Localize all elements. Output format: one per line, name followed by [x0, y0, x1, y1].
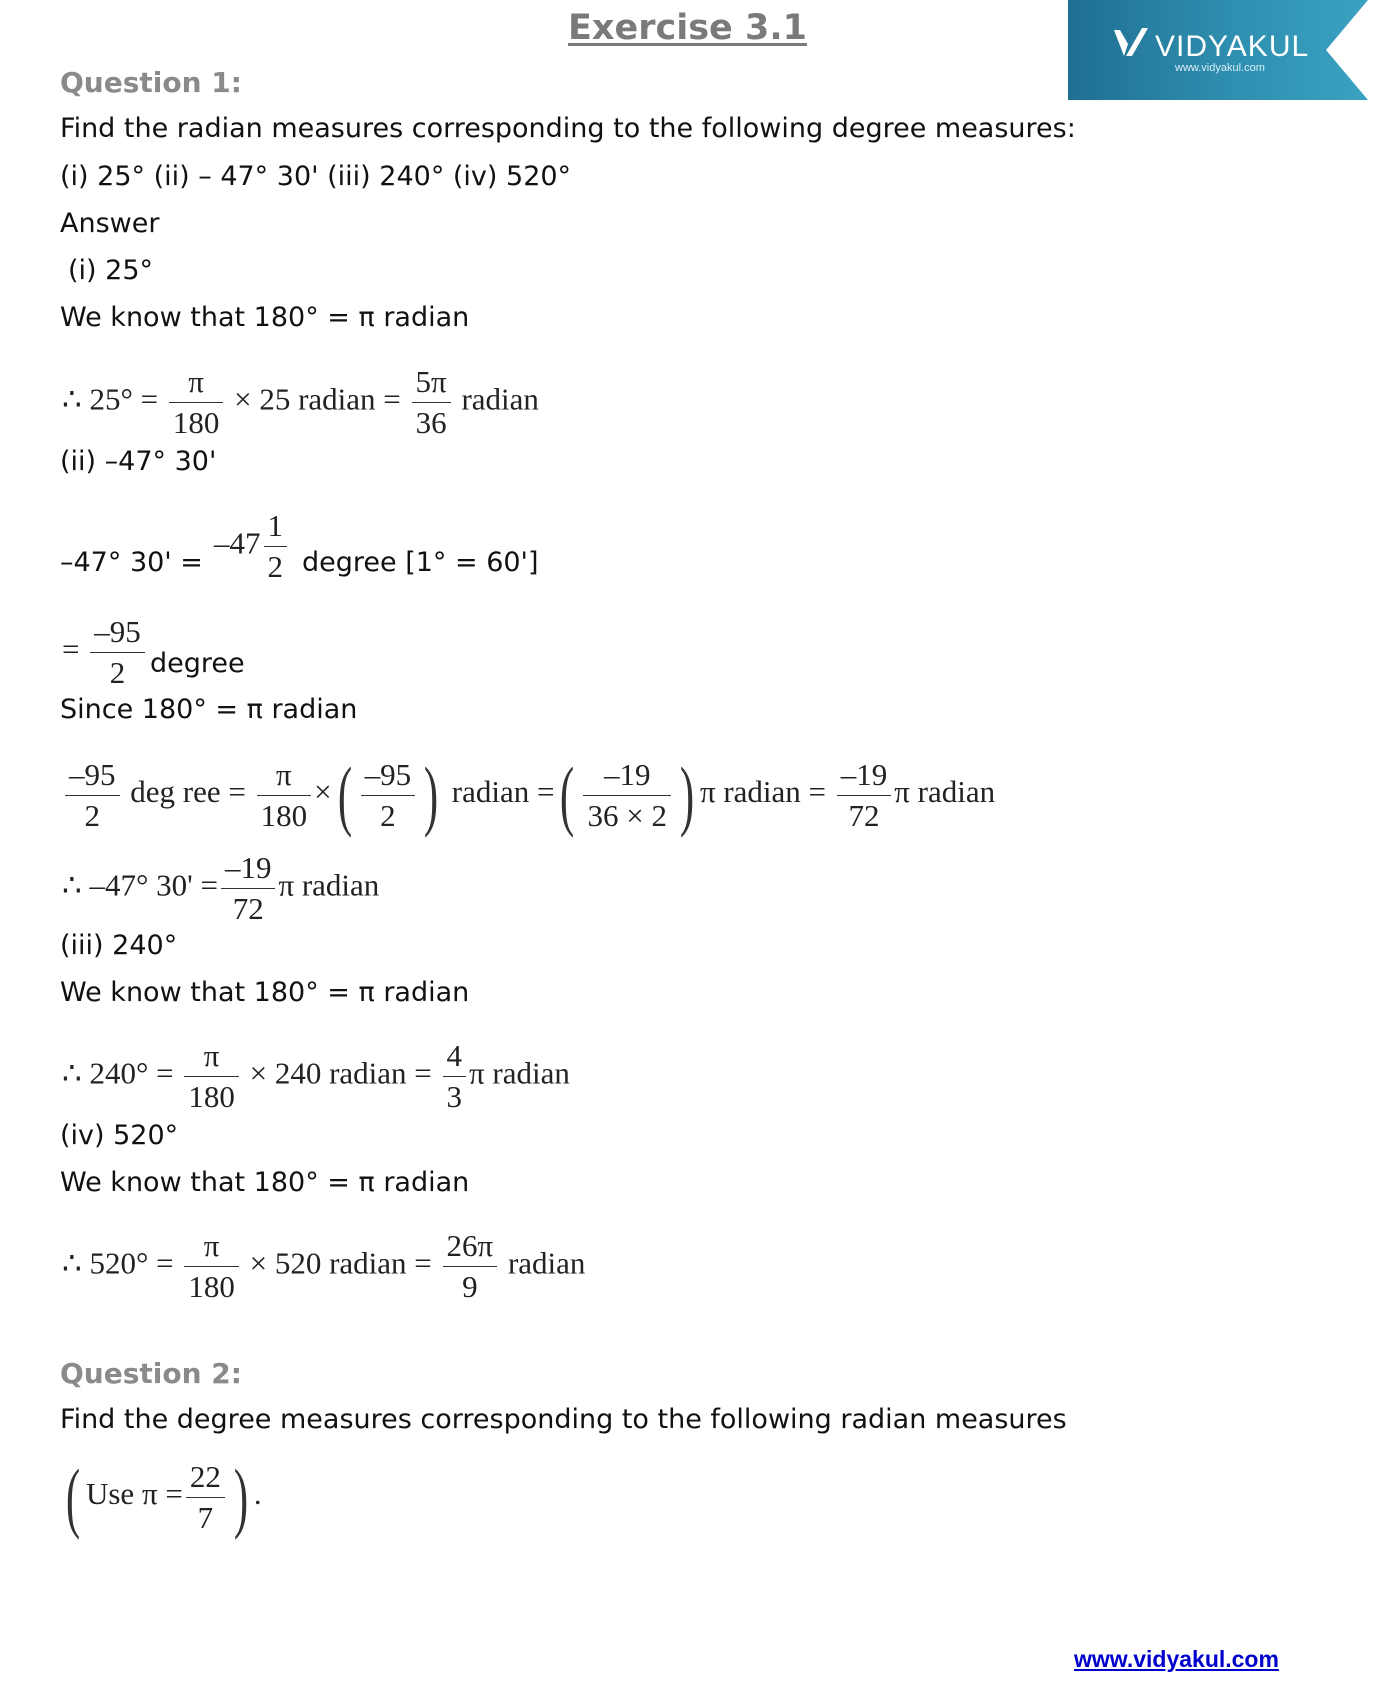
question-1-parts: (i) 25° (ii) – 47° 30' (iii) 240° (iv) 520°	[60, 161, 572, 192]
fraction: $\frac{22}{7}$	[186, 1459, 225, 1535]
part-ii-line3: $\frac{-95}{2}$ deg ree = $\frac{\pi}{180}$ ×( $\frac{-95}{2}$ ) radian =( $\frac{-19}{36 \times 2}$ ) π radian = $\frac{-19}{72}$ π radian	[62, 756, 995, 834]
part-i-known-fact: We know that 180° = π radian	[60, 302, 470, 333]
fraction: $\frac{\pi}{180}$	[169, 364, 224, 440]
answer-label: Answer	[60, 208, 160, 239]
part-ii-since: Since 180° = π radian	[60, 694, 358, 725]
eq-end: π radian	[469, 1055, 570, 1091]
part-iii-equation	[62, 1038, 570, 1114]
eq-end: radian	[507, 1245, 586, 1281]
part-ii-line2	[62, 614, 148, 690]
text: ∴ –47° 30' =	[62, 867, 218, 903]
part-ii-line1-rhs: degree [1° = 60']	[302, 547, 539, 578]
fraction: $\frac{5\pi}{36}$	[412, 364, 451, 440]
brand-name: VIDYAKUL	[1155, 30, 1310, 63]
part-i-label: (i) 25°	[68, 255, 154, 286]
part-ii-line2-unit: degree	[150, 648, 245, 679]
equals: =	[62, 631, 80, 667]
eq-mid: × 520 radian =	[249, 1245, 432, 1281]
question-2-hint: ( Use π = $\frac{22}{7}$ ) .	[65, 1453, 262, 1540]
part-iv-label: (iv) 520°	[60, 1120, 179, 1151]
part-iv-known-fact: We know that 180° = π radian	[60, 1167, 470, 1198]
part-iii-label: (iii) 240°	[60, 930, 178, 961]
fraction: $\frac{-19}{72}$	[221, 850, 276, 926]
eq-lhs: ∴ 520° =	[62, 1245, 174, 1281]
fraction: $\frac{-95}{2}$	[90, 614, 145, 690]
period: .	[253, 1476, 262, 1512]
fraction: $\frac{\pi}{180}$	[257, 757, 312, 833]
part-ii-label: (ii) –47° 30'	[60, 446, 217, 477]
eq-mid: × 25 radian =	[234, 381, 401, 417]
fraction: $\frac{1}{2}$	[264, 508, 288, 584]
times-sign: ×	[314, 774, 332, 810]
eq-lhs: ∴ 25° =	[62, 381, 159, 417]
fraction: $\frac{\pi}{180}$	[184, 1038, 239, 1114]
brand-url: www.vidyakul.com	[1175, 62, 1265, 74]
text: π radian	[278, 867, 380, 903]
part-ii-line4	[62, 850, 379, 926]
vidyakul-logo-icon	[1112, 26, 1152, 60]
question-1-prompt: Find the radian measures corresponding to the following degree measures:	[60, 113, 1076, 144]
fraction: $\frac{-19}{72}$	[837, 757, 892, 833]
eq-end: radian	[461, 381, 539, 417]
fraction: $\frac{-95}{2}$	[361, 757, 416, 833]
text: Use π =	[85, 1476, 183, 1512]
whole-part: –47	[214, 525, 261, 561]
text: π radian	[894, 774, 996, 810]
question-2-prompt: Find the degree measures corresponding to the following radian measures	[60, 1404, 1067, 1435]
part-ii-line1-lhs: –47° 30' =	[60, 547, 203, 578]
part-iv-equation	[62, 1228, 585, 1304]
fraction: $\frac{\pi}{180}$	[184, 1228, 239, 1304]
fraction: $\frac{26\pi}{9}$	[443, 1228, 498, 1304]
part-iii-known-fact: We know that 180° = π radian	[60, 977, 470, 1008]
exercise-title: Exercise 3.1	[568, 8, 807, 48]
question-2-heading: Question 2:	[60, 1357, 242, 1390]
footer-website-link[interactable]: www.vidyakul.com	[1074, 1646, 1279, 1672]
eq-mid: × 240 radian =	[249, 1055, 432, 1091]
eq-lhs: ∴ 240° =	[62, 1055, 174, 1091]
question-1-heading: Question 1:	[60, 66, 242, 99]
fraction: $\frac{-95}{2}$	[65, 757, 120, 833]
text: radian =	[451, 774, 555, 810]
text: π radian =	[699, 774, 827, 810]
text: deg ree =	[130, 774, 246, 810]
part-ii-mixed-number	[214, 508, 290, 584]
fraction: $\frac{-19}{36 \times 2}$	[583, 757, 670, 833]
fraction: $\frac{4}{3}$	[443, 1038, 467, 1114]
part-i-equation	[62, 364, 539, 440]
